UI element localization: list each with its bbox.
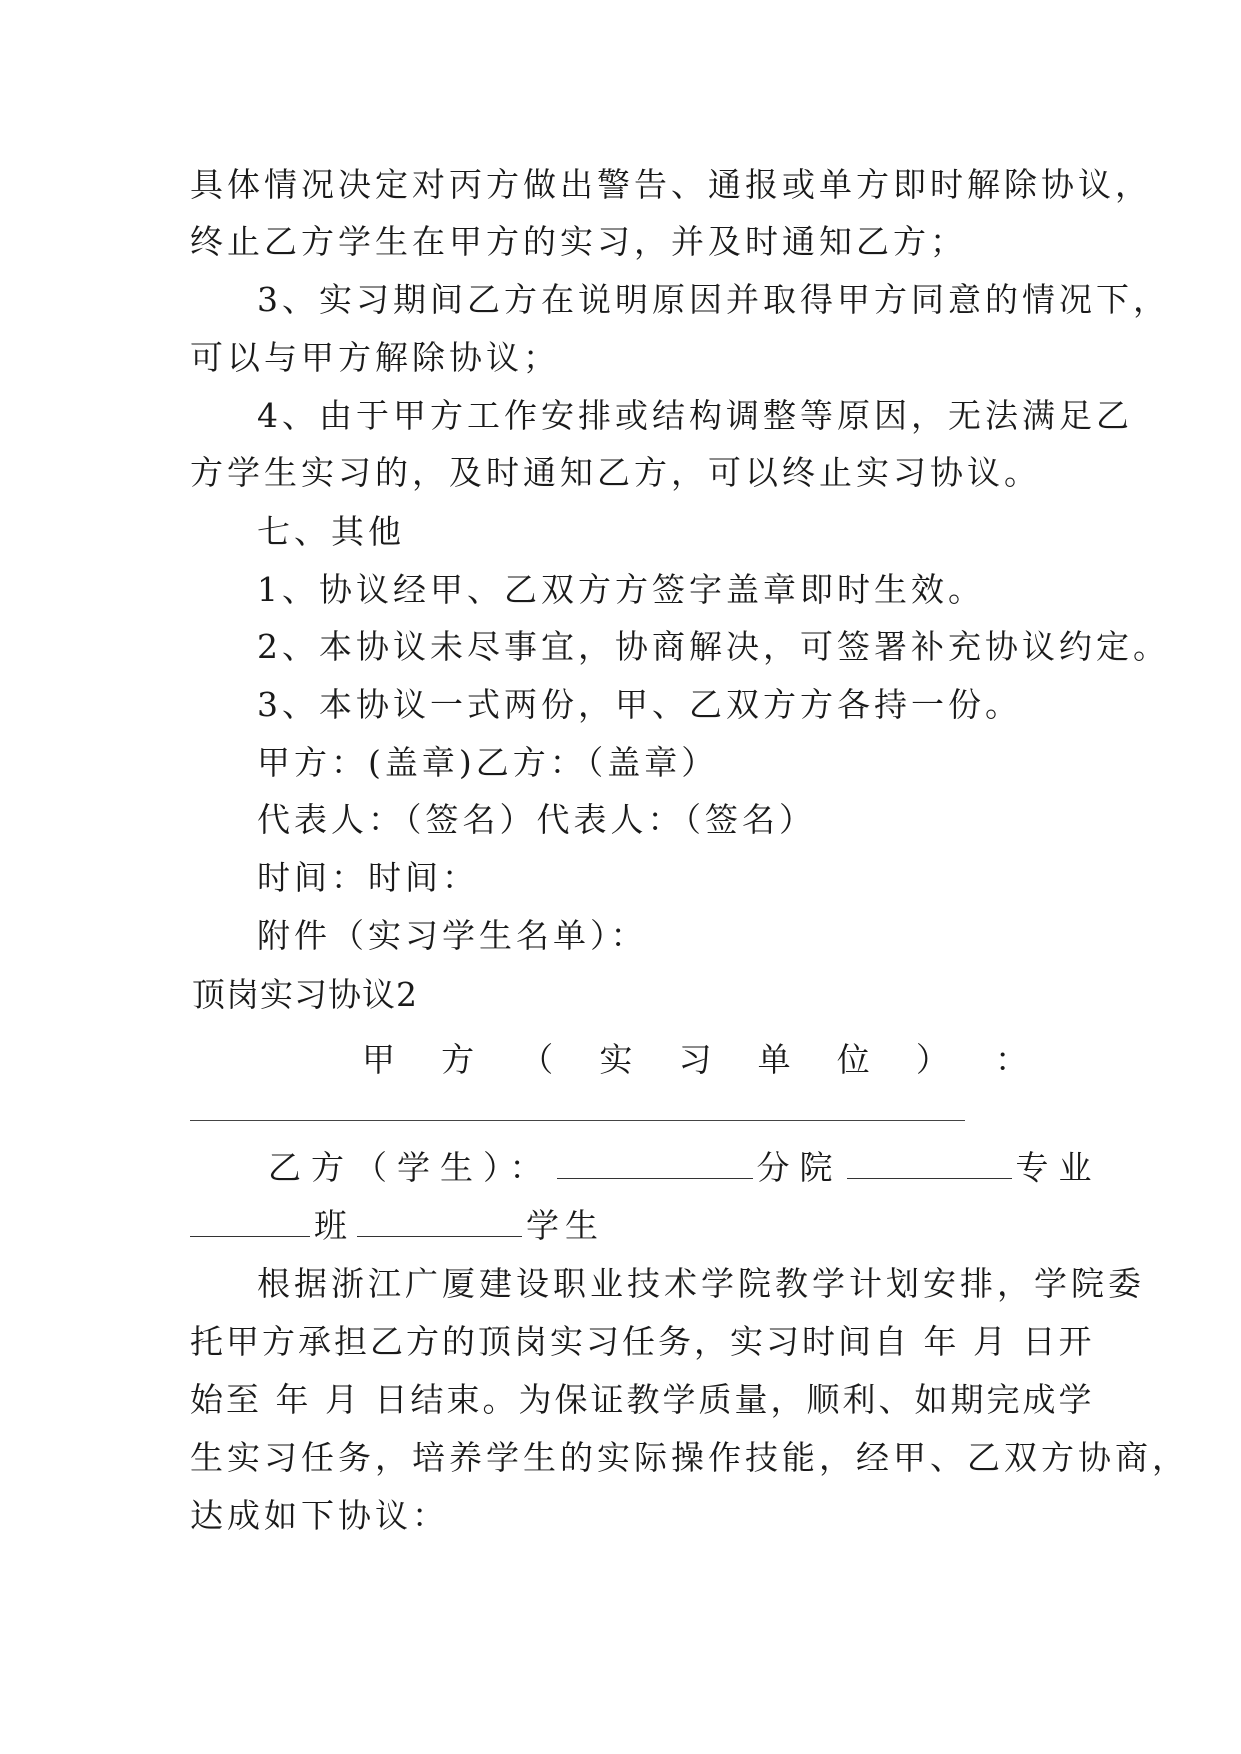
paragraph-line: 具体情况决定对丙方做出警告、通报或单方即时解除协议，	[190, 165, 1152, 204]
paragraph-line: 可以与甲方解除协议；	[190, 338, 560, 377]
party-a-char: ：	[995, 1040, 1028, 1079]
party-b-line-2	[190, 1206, 604, 1246]
section-heading: 七、其他	[257, 512, 405, 551]
major-label: 专业	[1015, 1148, 1102, 1187]
branch-label: 分院	[756, 1148, 843, 1187]
paragraph-line: 2、本协议未尽事宜，协商解决，可签署补充协议约定。	[257, 627, 1170, 666]
class-blank	[190, 1206, 310, 1237]
signature-line: 代表人：（签名）代表人：（签名）	[257, 800, 816, 839]
party-a-blank	[190, 1120, 965, 1121]
party-a-char: ）	[915, 1040, 949, 1079]
paragraph-line: 方学生实习的，及时通知乙方，可以终止实习协议。	[190, 453, 1041, 492]
party-b-line	[268, 1148, 1102, 1188]
branch-blank	[557, 1148, 753, 1179]
paragraph-line: 1、协议经甲、乙双方方签字盖章即时生效。	[257, 570, 985, 609]
party-a-label	[362, 1040, 1028, 1080]
party-b-prefix: 乙方（学生）：	[268, 1148, 553, 1187]
paragraph-line: 托甲方承担乙方的顶岗实习任务，实习时间自 年 月 日开	[190, 1322, 1095, 1361]
student-label: 学生	[526, 1206, 604, 1245]
class-label: 班	[314, 1206, 353, 1245]
major-blank	[847, 1148, 1012, 1179]
party-a-char: （	[520, 1040, 554, 1079]
party-a-char: 习	[678, 1040, 712, 1079]
date-line: 时间：时间：	[257, 858, 479, 897]
party-a-char: 单	[757, 1040, 791, 1079]
paragraph-line: 达成如下协议：	[190, 1496, 449, 1535]
paragraph-line: 生实习任务，培养学生的实际操作技能，经甲、乙双方协商，	[190, 1438, 1189, 1477]
paragraph-line: 4、由于甲方工作安排或结构调整等原因，无法满足乙	[257, 396, 1133, 435]
paragraph-line: 始至 年 月 日结束。为保证教学质量，顺利、如期完成学	[190, 1380, 1095, 1419]
signature-line: 甲方：(盖章)乙方：（盖章）	[257, 743, 719, 782]
agreement-title: 顶岗实习协议2	[192, 975, 418, 1014]
student-blank	[357, 1206, 522, 1237]
attachment-line: 附件（实习学生名单）：	[257, 916, 648, 955]
paragraph-line: 终止乙方学生在甲方的实习，并及时通知乙方；	[190, 222, 967, 261]
paragraph-line: 根据浙江广厦建设职业技术学院教学计划安排，学院委	[257, 1264, 1145, 1303]
paragraph-line: 3、实习期间乙方在说明原因并取得甲方同意的情况下，	[257, 280, 1170, 319]
party-a-char: 实	[599, 1040, 633, 1079]
party-a-char: 位	[836, 1040, 870, 1079]
party-a-char: 甲	[362, 1040, 395, 1079]
party-a-char: 方	[441, 1040, 475, 1079]
paragraph-line: 3、本协议一式两份，甲、乙双方方各持一份。	[257, 685, 1022, 724]
